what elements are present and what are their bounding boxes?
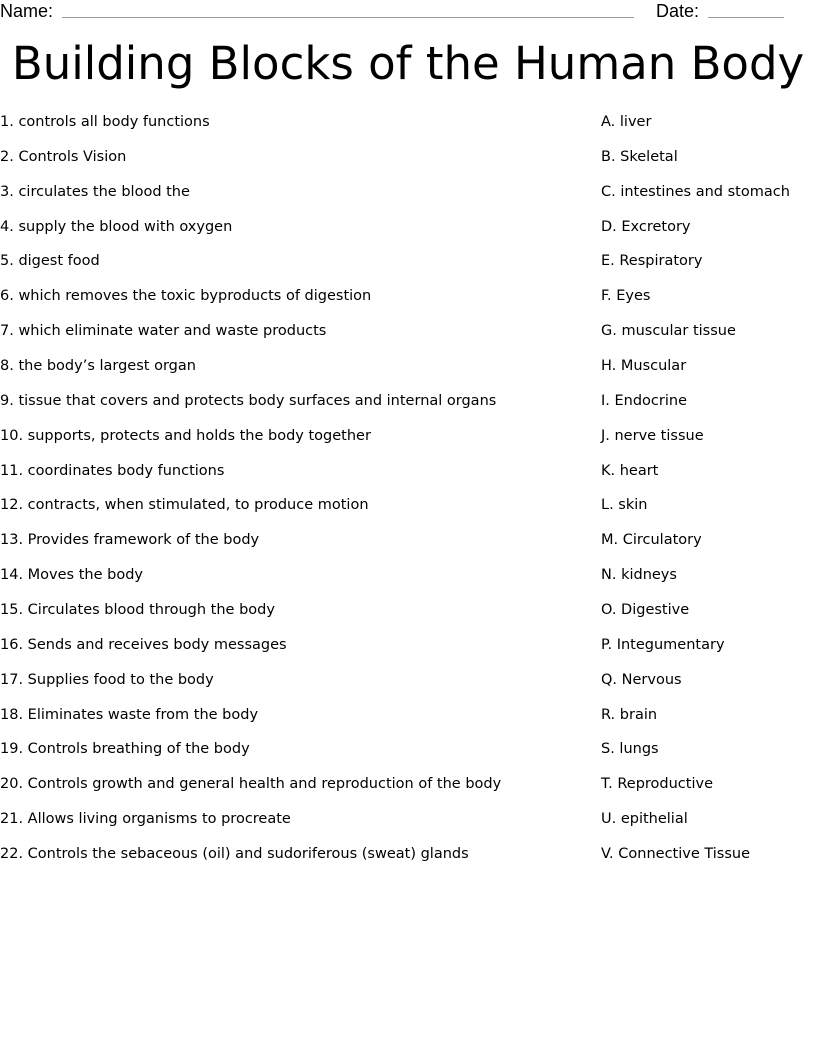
answer-item: L. skin: [601, 497, 648, 514]
name-label: Name:: [0, 1, 54, 21]
answers-list: [601, 112, 813, 879]
name-blank-line: [62, 17, 634, 18]
answer-item: B. Skeletal: [601, 148, 678, 165]
answer-item: F. Eyes: [601, 288, 651, 305]
answer-item: O. Digestive: [601, 602, 690, 619]
answer-item: N. kidneys: [601, 567, 677, 584]
answer-item: M. Circulatory: [601, 532, 702, 549]
question-item: 9. tissue that covers and protects body surfaces and internal organs: [0, 392, 497, 409]
question-item: 20. Controls growth and general health and reproduction of the body: [0, 776, 502, 793]
question-item: 14. Moves the body: [0, 567, 143, 584]
question-item: 13. Provides framework of the body: [0, 532, 260, 549]
question-item: 21. Allows living organisms to procreate: [0, 811, 291, 828]
question-item: 18. Eliminates waste from the body: [0, 706, 259, 723]
question-item: 11. coordinates body functions: [0, 462, 225, 479]
questions-list: [0, 112, 580, 879]
answer-item: G. muscular tissue: [601, 323, 736, 340]
question-item: 22. Controls the sebaceous (oil) and sudoriferous (sweat) glands: [0, 846, 469, 863]
question-item: 17. Supplies food to the body: [0, 671, 214, 688]
answer-item: R. brain: [601, 706, 658, 723]
answer-item: P. Integumentary: [601, 636, 725, 653]
answer-item: A. liver: [601, 114, 652, 130]
answer-item: S. lungs: [601, 741, 659, 758]
answer-item: I. Endocrine: [601, 392, 687, 409]
answer-item: J. nerve tissue: [601, 427, 704, 444]
question-item: 15. Circulates blood through the body: [0, 602, 275, 619]
question-item: 4. supply the blood with oxygen: [0, 218, 233, 235]
date-label: Date:: [656, 1, 700, 21]
date-blank-line: [708, 17, 784, 18]
answer-item: T. Reproductive: [601, 776, 713, 793]
question-item: 12. contracts, when stimulated, to produce motion: [0, 497, 369, 514]
question-item: 7. which eliminate water and waste products: [0, 323, 327, 340]
question-item: 3. circulates the blood the: [0, 183, 190, 200]
answer-item: V. Connective Tissue: [601, 846, 751, 863]
page-title: Building Blocks of the Human Body: [11, 37, 805, 90]
question-item: 5. digest food: [0, 253, 100, 270]
question-item: 2. Controls Vision: [0, 148, 127, 165]
answer-item: E. Respiratory: [601, 253, 703, 270]
answer-item: C. intestines and stomach: [601, 183, 790, 200]
worksheet-header: [0, 0, 816, 24]
answer-item: H. Muscular: [601, 358, 687, 375]
question-item: 1. controls all body functions: [0, 114, 210, 130]
question-item: 19. Controls breathing of the body: [0, 741, 250, 758]
question-item: 6. which removes the toxic byproducts of digestion: [0, 288, 372, 305]
answer-item: Q. Nervous: [601, 671, 682, 688]
answer-item: U. epithelial: [601, 811, 688, 828]
question-item: 16. Sends and receives body messages: [0, 636, 287, 653]
question-item: 8. the body’s largest organ: [0, 358, 196, 375]
answer-item: D. Excretory: [601, 218, 691, 235]
answer-item: K. heart: [601, 462, 659, 479]
question-item: 10. supports, protects and holds the body together: [0, 427, 371, 444]
